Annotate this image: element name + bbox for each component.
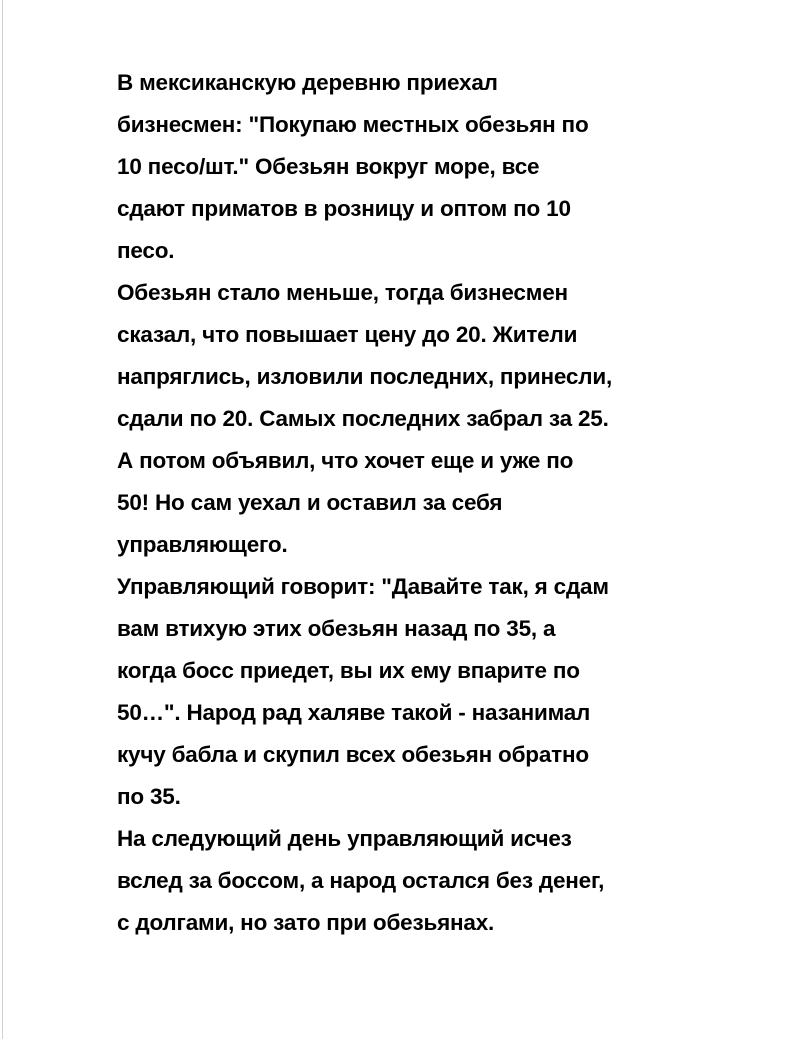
text-line: песо. (117, 238, 175, 263)
text-line: управляющего. (117, 532, 288, 557)
text-line: с долгами, но зато при обезьянах. (117, 910, 495, 935)
text-line: сдают приматов в розницу и оптом по 10 (117, 196, 571, 221)
text-line: напряглись, изловили последних, принесли, (117, 364, 612, 389)
text-line: вслед за боссом, а народ остался без денег, (117, 868, 605, 893)
text-line: бизнесмен: "Покупаю местных обезьян по (117, 112, 589, 137)
text-line: сдали по 20. Самых последних забрал за 25. (117, 406, 609, 431)
text-line: сказал, что повышает цену до 20. Жители (117, 322, 578, 347)
text-line: Обезьян стало меньше, тогда бизнесмен (117, 280, 568, 305)
document-text (117, 62, 777, 944)
text-line: Управляющий говорит: "Давайте так, я сдам (117, 574, 609, 599)
text-line: вам втихую этих обезьян назад по 35, а (117, 616, 556, 641)
text-line: В мексиканскую деревню приехал (117, 70, 498, 95)
text-line: 10 песо/шт." Обезьян вокруг море, все (117, 154, 540, 179)
text-line: На следующий день управляющий исчез (117, 826, 572, 851)
text-line: по 35. (117, 784, 181, 809)
text-line: кучу бабла и скупил всех обезьян обратно (117, 742, 589, 767)
text-line: 50! Но сам уехал и оставил за себя (117, 490, 503, 515)
text-line: 50…". Народ рад халяве такой - назанимал (117, 700, 591, 725)
text-line: когда босс приедет, вы их ему впарите по (117, 658, 580, 683)
text-line: А потом объявил, что хочет еще и уже по (117, 448, 574, 473)
page-edge-divider (2, 0, 3, 1039)
